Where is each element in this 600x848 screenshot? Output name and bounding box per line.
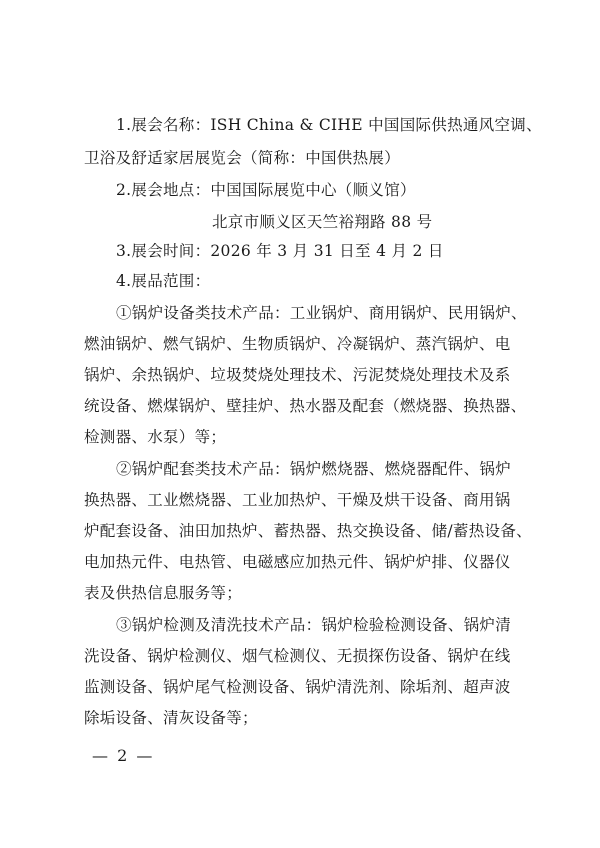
text-line: 换热器、工业燃烧器、工业加热炉、干燥及烘干设备、商用锅 bbox=[84, 491, 511, 509]
text-line: 监测设备、锅炉尾气检测设备、锅炉清洗剂、除垢剂、超声波 bbox=[84, 678, 511, 696]
text-line: 3.展会时间：2026 年 3 月 31 日至 4 月 2 日 bbox=[116, 242, 444, 260]
text-line: 电加热元件、电热管、电磁感应加热元件、锅炉炉排、仪器仪 bbox=[84, 553, 511, 571]
text-line: 锅炉、余热锅炉、垃圾焚烧处理技术、污泥焚烧处理技术及系 bbox=[84, 366, 511, 384]
text-line: 4.展品范围： bbox=[116, 272, 211, 290]
text-line: 1.展会名称：ISH China & CIHE 中国国际供热通风空调、 bbox=[116, 116, 542, 134]
text-line: 表及供热信息服务等； bbox=[84, 584, 243, 602]
text-line: ①锅炉设备类技术产品：工业锅炉、商用锅炉、民用锅炉、 bbox=[116, 304, 527, 322]
text-line: 炉配套设备、油田加热炉、蓄热器、热交换设备、储/蓄热设备、 bbox=[84, 522, 532, 540]
text-line: 卫浴及舒适家居展览会（简称：中国供热展） bbox=[84, 149, 401, 167]
text-line: ③锅炉检测及清洗技术产品：锅炉检验检测设备、锅炉清 bbox=[116, 616, 512, 634]
text-line: 燃油锅炉、燃气锅炉、生物质锅炉、冷凝锅炉、蒸汽锅炉、电 bbox=[84, 335, 511, 353]
text-line: 统设备、燃煤锅炉、壁挂炉、热水器及配套（燃烧器、换热器、 bbox=[84, 397, 527, 415]
text-line: 洗设备、锅炉检测仪、烟气检测仪、无损探伤设备、锅炉在线 bbox=[84, 647, 511, 665]
text-line: 除垢设备、清灰设备等； bbox=[84, 709, 258, 727]
text-line: 2.展会地点：中国国际展览中心（顺义馆） bbox=[116, 181, 416, 199]
text-line: ②锅炉配套类技术产品：锅炉燃烧器、燃烧器配件、锅炉 bbox=[116, 460, 512, 478]
text-line: 检测器、水泵）等； bbox=[84, 428, 227, 446]
text-line: 北京市顺义区天竺裕翔路 88 号 bbox=[212, 213, 433, 231]
page-number: — 2 — bbox=[92, 746, 155, 765]
